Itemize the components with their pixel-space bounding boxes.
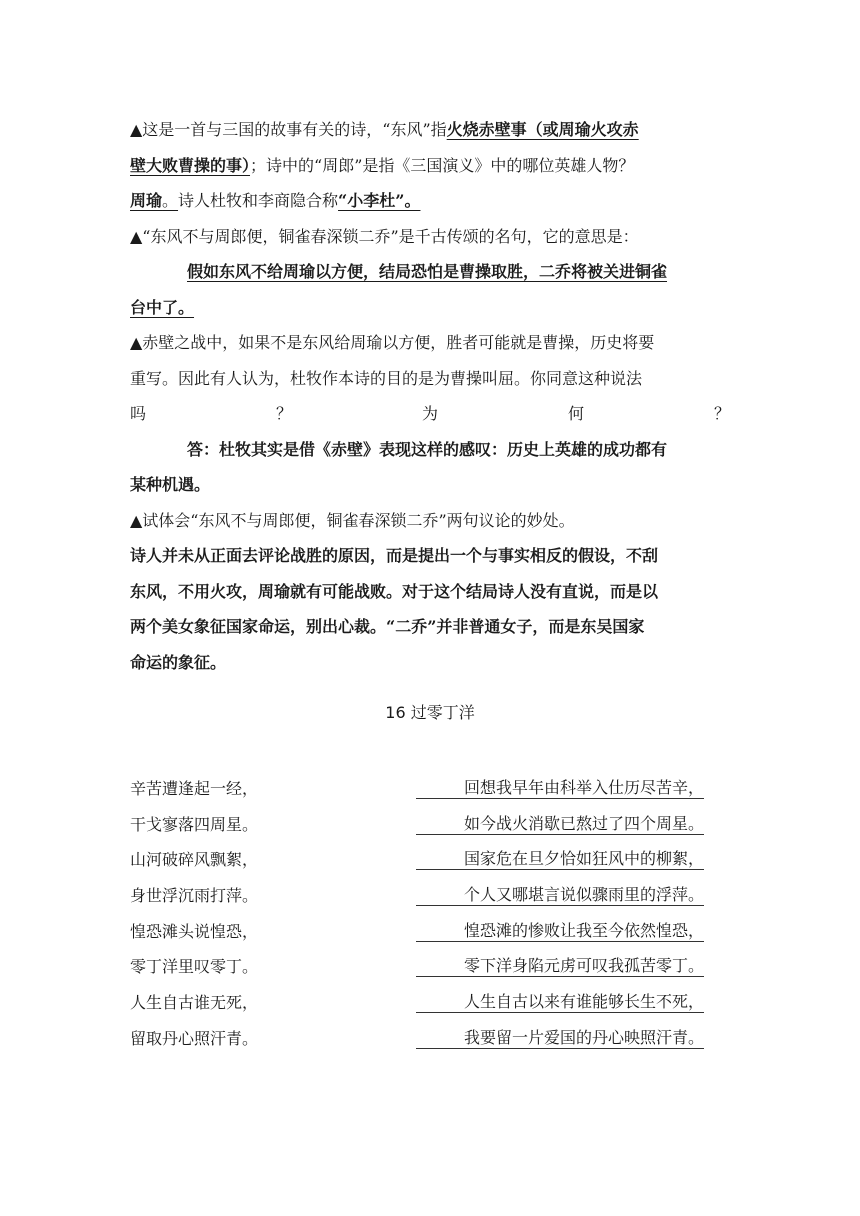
q3-spread-char: 何 — [567, 404, 584, 423]
q3-line-3 — [130, 396, 730, 432]
poem-translation: 如今战火消歇已熬过了四个周星。 — [416, 807, 704, 835]
poem-line: 身世浮沉雨打萍。 — [130, 886, 259, 906]
q1-text-a: ▲这是一首与三国的故事有关的诗，“东风”指 — [130, 120, 447, 139]
poem-line: 惶恐滩头说惶恐， — [130, 921, 259, 941]
poem-line: 人生自古谁无死， — [130, 993, 259, 1013]
poem-translation-table — [130, 771, 730, 1057]
poem-translation: 我要留一片爱国的丹心映照汗青。 — [416, 1021, 704, 1049]
q1-answer-b: 火烧赤壁事（或周瑜火攻赤 — [446, 120, 639, 139]
q1-text-d: ；诗中的“周郎”是指《三国演义》中的哪位英雄人物？ — [250, 155, 635, 175]
q3-line-2: 重写。因此有人认为，杜牧作本诗的目的是为曹操叫屈。你同意这种说法 — [130, 368, 643, 388]
poem-line: 山河破碎风飘絮， — [130, 850, 259, 870]
poem-row — [130, 1021, 730, 1057]
poem-row — [130, 842, 730, 878]
q4-answer-line: 命运的象征。 — [130, 652, 227, 672]
q1-answer-h: “小李杜”。 — [338, 191, 421, 210]
q1-text-g: 诗人杜牧和李商隐合称 — [178, 191, 339, 210]
q2-answer-line-1: 假如东风不给周瑜以方便，结局恐怕是曹操取胜，二乔将被关进铜雀 — [187, 262, 668, 281]
q4-answer-line: 两个美女象征国家命运，别出心裁。“二乔”并非普通女子，而是东吴国家 — [130, 617, 645, 636]
q3-line-1: ▲赤壁之战中，如果不是东风给周瑜以方便，胜者可能就是曹操，历史将要 — [130, 333, 655, 352]
poem-row — [130, 914, 730, 950]
poem-line: 留取丹心照汗青。 — [130, 1028, 259, 1048]
q1-answer-e: 周瑜 — [130, 191, 163, 210]
q4-prompt: ▲试体会“东风不与周郎便，铜雀春深锁二乔”两句议论的妙处。 — [130, 510, 575, 530]
q4-answer-line: 东风，不用火攻，周瑜就有可能战败。对于这个结局诗人没有直说，而是以 — [130, 581, 659, 601]
poem-row — [130, 771, 730, 807]
q1-answer-c: 壁大败曹操的事） — [130, 155, 251, 175]
q3-spread-char: 为 — [421, 404, 438, 423]
q1-text-f: 。 — [162, 191, 179, 210]
q3-answer-line-1: 答：杜牧其实是借《赤壁》表现这样的感叹：历史上英雄的成功都有 — [187, 439, 668, 459]
q1-line-2 — [130, 148, 730, 184]
q3-spread-char: 吗 — [130, 404, 147, 423]
q2-prompt: ▲“东风不与周郎便，铜雀春深锁二乔”是千古传颂的名句，它的意思是： — [130, 226, 639, 246]
poem-translation: 零下洋身陷元虏可叹我孤苦零丁。 — [416, 949, 704, 977]
poem-translation: 个人又哪堪言说似骤雨里的浮萍。 — [416, 878, 704, 906]
q2-answer-line-2: 台中了。 — [130, 297, 195, 317]
q4-answer-line: 诗人并未从正面去评论战胜的原因，而是提出一个与事实相反的假设，不刮 — [130, 546, 659, 565]
poem-row — [130, 949, 730, 985]
poem-translation: 回想我早年由科举入仕历尽苦辛， — [416, 771, 704, 799]
poem-line: 辛苦遭逢起一经， — [130, 779, 259, 798]
q3-answer-line-2: 某种机遇。 — [130, 475, 211, 494]
qa-section — [130, 112, 730, 680]
q3-spread-char: ？ — [713, 404, 730, 423]
q3-spread-char: ？ — [275, 404, 292, 423]
poem-translation: 惶恐滩的惨败让我至今依然惶恐， — [416, 914, 704, 942]
poem-translation: 人生自古以来有谁能够长生不死， — [416, 985, 704, 1013]
poem-translation: 国家危在旦夕恰如狂风中的柳絮， — [416, 842, 704, 870]
poem-row — [130, 985, 730, 1021]
poem-title: 16 过零丁洋 — [385, 703, 475, 722]
poem-row — [130, 878, 730, 914]
poem-line: 干戈寥落四周星。 — [130, 814, 259, 834]
q1-line-1 — [130, 112, 730, 148]
q1-line-3 — [130, 183, 730, 219]
poem-line: 零丁洋里叹零丁。 — [130, 957, 259, 977]
poem-row — [130, 807, 730, 843]
